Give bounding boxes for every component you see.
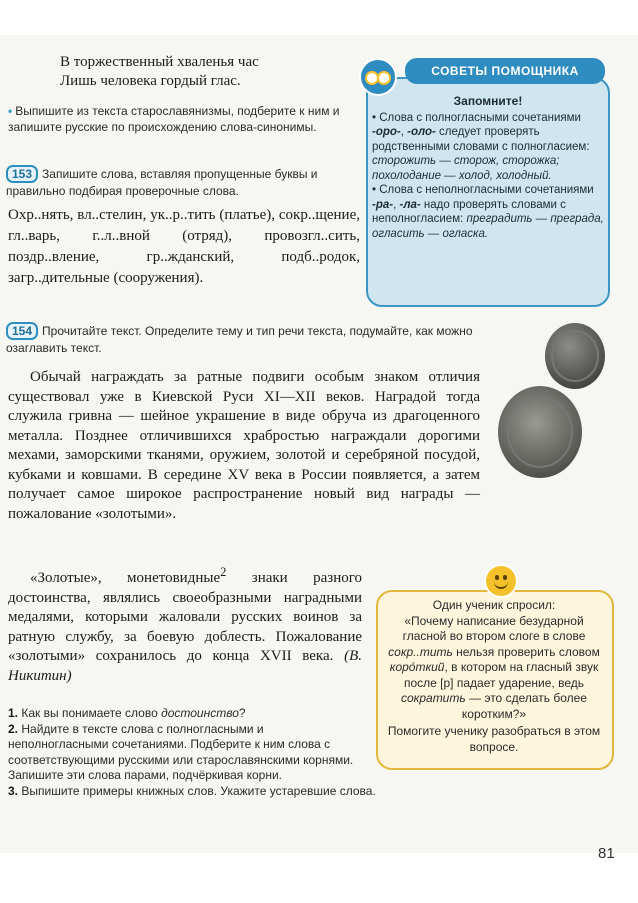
page-number: 81 <box>598 845 615 862</box>
student-question-content <box>386 598 602 755</box>
advice-title: СОВЕТЫ ПОМОЩНИКА <box>405 58 605 84</box>
question-2 <box>8 722 360 784</box>
exercise-153-text: Запишите слова, вставляя пропущенные буквы и правильно подбирая проверочные слова. <box>6 167 318 198</box>
coin-image <box>498 386 582 478</box>
paragraph-2-rest: знаки разного достоинства, являлись своеобразными наградными медалями, которыми жаловали русских воинов за ратную службу, за боевую доблесть. Пожалование «золотыми» сохранилось до конца XVII века. <box>8 570 362 664</box>
question-text: Найдите в тексте слова с полногласными и неполногласными сочетаниями. Подберите к ним слова с соответствующими русскими или старославянскими корнями. Запишите эти слова парами, подчёркивая корни. <box>8 721 354 782</box>
question-number: 3. <box>8 783 19 798</box>
bullet-task-text: Выпишите из текста старославянизмы, подберите к ним и запишите русские по происхождению слова-синонимы. <box>8 104 340 134</box>
remember-heading: Запомните! <box>453 94 523 108</box>
question-keyword: достоинство <box>161 706 239 720</box>
coin-image <box>545 323 605 389</box>
student-question: «Почему написание безударной гласной во втором слоге в слове сокр..тить нельзя проверить словом коро́ткий, в котором на гласный звук после [р] падает ударение, ведь сократить — это сделать более коротким?» <box>388 613 600 721</box>
advice-content <box>372 90 604 241</box>
student-intro: Один ученик спросил: <box>432 598 556 612</box>
student-help-request: Помогите ученику разобраться в этом вопросе. <box>387 724 601 754</box>
exercise-154-text: Прочитайте текст. Определите тему и тип речи текста, подумайте, как можно озаглавить текст. <box>6 324 473 355</box>
question-number: 2. <box>8 721 19 736</box>
advice-example-1: сторожить — сторож, сторожка; похолодание — холод, холодный. <box>372 155 560 182</box>
text-author: (В. Никитин) <box>8 648 362 684</box>
exercise-number-badge: 154 <box>6 322 38 340</box>
advice-rule-2: • Слова с неполногласными сочетаниями -ра-, -ла- надо проверять словами с неполногласием: преградить — преграда, огласить — огласка. <box>372 184 604 240</box>
paragraph-2-start: «Золотые», монетовидные <box>30 570 221 586</box>
question-3 <box>8 784 478 800</box>
text-paragraph-1: Обычай награждать за ратные подвиги особым знаком отличия существовал уже в Киевской Руси XI—XII веков. Наградой тогда служила гривна — шейное украшение в виде обруча из драгоценного металла. Позднее отличившихся храбростью награждали дорогими мехами, заморскими тканями, оружием, золотой и серебряной посудой, кубками и ковшами. В середине XV века в России появляется, а затем получает самое широкое распространение новый вид награды — пожалование «золотыми». <box>8 369 480 522</box>
question-text: Выпишите примеры книжных слов. Укажите устаревшие слова. <box>21 783 376 798</box>
text-paragraph-2 <box>8 563 362 686</box>
exercise-154-instruction <box>6 322 496 356</box>
footnote-mark: 2 <box>220 565 227 579</box>
poem-line-2: Лишь человека гордый глас. <box>60 73 241 89</box>
bullet-dot-icon: • <box>8 104 13 118</box>
question-text: Как вы понимаете слово <box>21 706 162 720</box>
question-number: 1. <box>8 706 19 720</box>
exercise-153-words: Охр..нять, вл..стелин, ук..р..тить (платье), сокр..щение, гл..варь, г..л..вной (отряд), провозгл..сить, поздр..вление, гр..жданский, подб..родок, загр..дительные (сооружения). <box>8 207 360 286</box>
poem-quote <box>60 53 360 91</box>
poem-line-1: В торжественный хваленья час <box>60 54 259 70</box>
question-end: ? <box>238 706 246 720</box>
exercise-153-instruction <box>6 165 362 199</box>
exercise-number-badge: 153 <box>6 165 38 183</box>
bullet-task <box>8 103 360 135</box>
smiley-icon <box>484 564 518 598</box>
advice-rule-1: • Слова с полногласными сочетаниями -оро-, -оло- следует проверять родственными словами с полногласием: <box>372 111 590 153</box>
